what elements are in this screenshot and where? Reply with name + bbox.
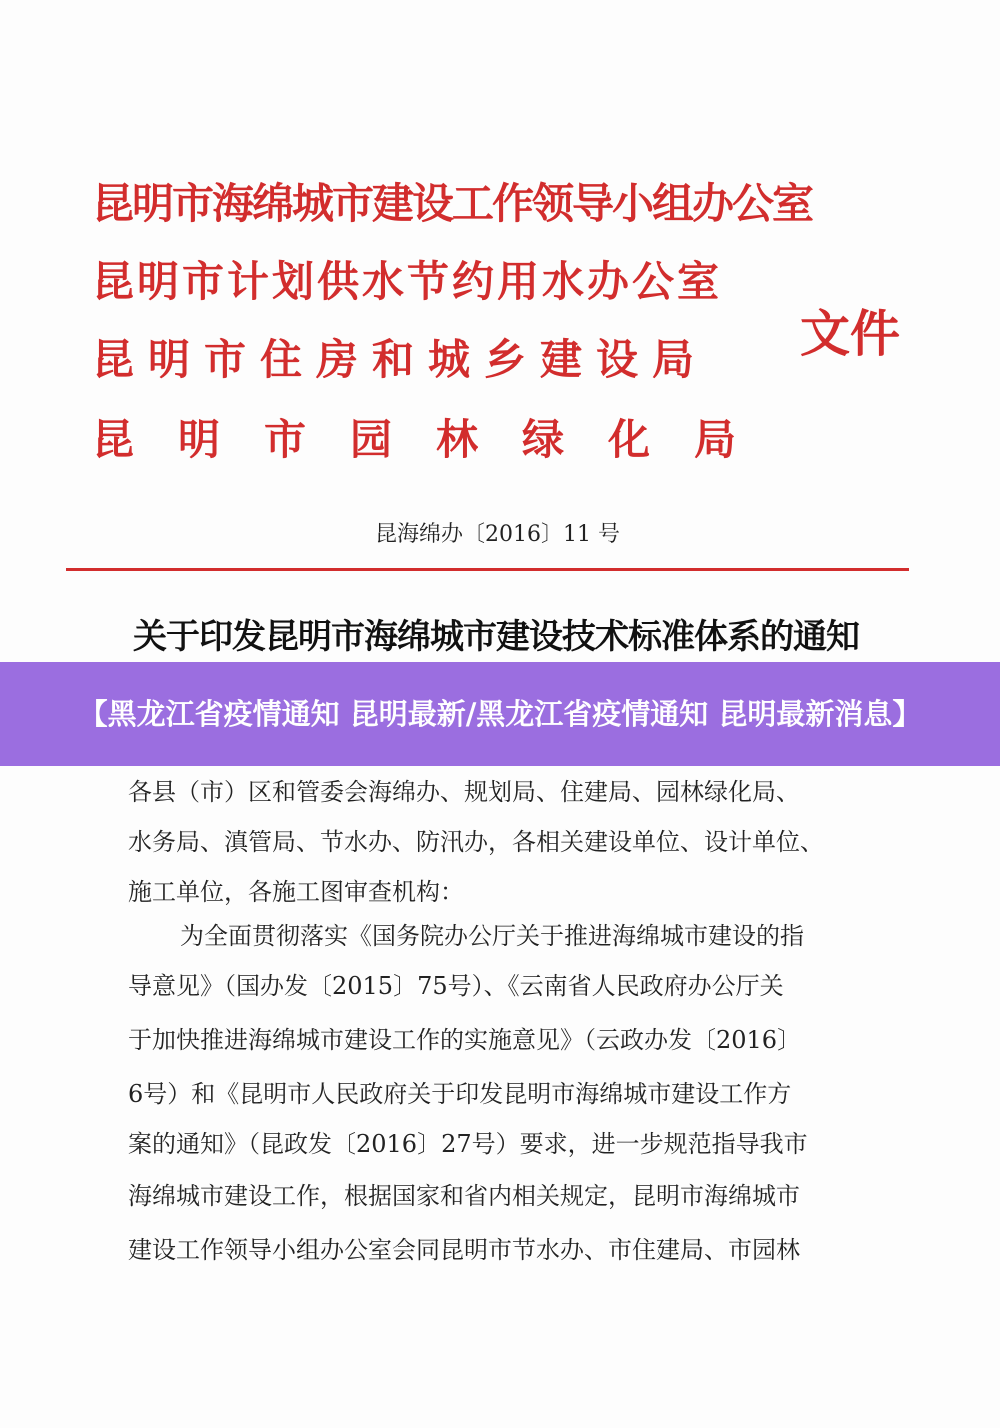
- body-line: 建设工作领导小组办公室会同昆明市节水办、市住建局、市园林: [128, 1236, 800, 1264]
- body-line: 水务局、滇管局、节水办、防汛办，各相关建设单位、设计单位、: [128, 828, 824, 856]
- body-line: 于加快推进海绵城市建设工作的实施意见》（云政办发〔2016〕: [128, 1026, 802, 1054]
- red-divider: [66, 568, 909, 571]
- body-line: 各县（市）区和管委会海绵办、规划局、住建局、园林绿化局、: [128, 778, 800, 806]
- issuer-line: 昆明市住房和城乡建设局: [92, 335, 709, 384]
- headline-text: 【黑龙江省疫情通知 昆明最新/黑龙江省疫情通知 昆明最新消息】: [78, 697, 922, 731]
- body-line: 案的通知》（昆政发〔2016〕27号）要求，进一步规范指导我市: [128, 1130, 808, 1158]
- body-line: 为全面贯彻落实《国务院办公厅关于推进海绵城市建设的指: [180, 922, 804, 950]
- document-type: 文件: [800, 304, 900, 363]
- issuer-line: 昆明市计划供水节约用水办公室: [92, 257, 723, 306]
- document-number: 昆海绵办〔2016〕11 号: [375, 522, 620, 547]
- issuer-line: 昆明市园林绿化局: [92, 415, 781, 464]
- body-line: 6号）和《昆明市人民政府关于印发昆明市海绵城市建设工作方: [128, 1080, 792, 1108]
- body-line: 导意见》（国办发〔2015〕75号）、《云南省人民政府办公厅关: [128, 972, 784, 1000]
- document-title: 关于印发昆明市海绵城市建设技术标准体系的通知: [133, 617, 859, 657]
- headline-banner: [0, 662, 1000, 766]
- body-line: 施工单位，各施工图审查机构：: [128, 878, 464, 906]
- body-line: 海绵城市建设工作，根据国家和省内相关规定，昆明市海绵城市: [128, 1182, 800, 1210]
- issuer-line: 昆明市海绵城市建设工作领导小组办公室: [92, 179, 813, 228]
